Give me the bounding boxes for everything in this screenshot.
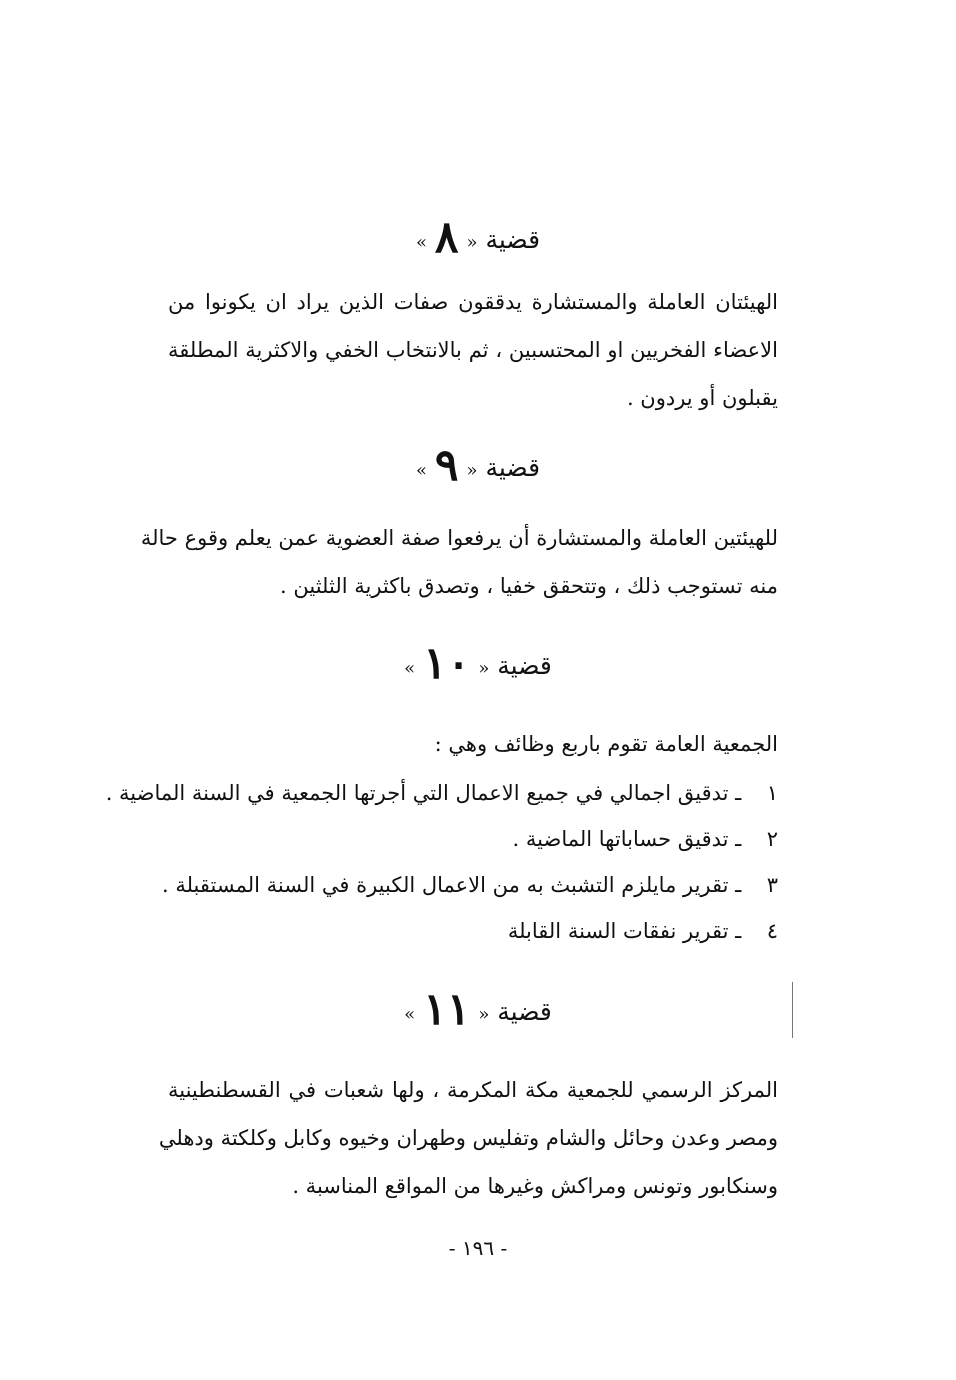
close-quote: » xyxy=(404,658,416,679)
paragraph-line: الاعضاء الفخريين او المحتسبين ، ثم بالانتخاب الخفي والاكثرية المطلقة xyxy=(168,338,778,362)
list-item: ٤ ـ تقرير نفقات السنة القابلة xyxy=(168,908,778,954)
paragraph-line: وسنكابور وتونس ومراكش وغيرها من المواقع المناسبة . xyxy=(292,1174,778,1198)
heading-word: قضية xyxy=(485,225,541,254)
close-quote: » xyxy=(415,460,427,481)
heading-article-10 xyxy=(0,638,956,689)
article-10-intro xyxy=(168,720,778,768)
paragraph-line: ومصر وعدن وحائل والشام وتفليس وطهران وخيوه وكابل وكلكتة ودهلي xyxy=(158,1126,778,1150)
article-number: ١٠ xyxy=(423,638,471,689)
article-number: ٨ xyxy=(434,212,459,263)
paragraph-line: المركز الرسمي للجمعية مكة المكرمة ، ولها شعبات في القسطنطينية xyxy=(168,1078,778,1102)
paragraph-line: الجمعية العامة تقوم باربع وظائف وهي : xyxy=(434,732,778,756)
item-text: تقرير نفقات السنة القابلة xyxy=(507,919,729,943)
page-number: - ١٩٦ - xyxy=(448,1236,508,1260)
article-9-text xyxy=(140,514,778,610)
item-number: ٣ xyxy=(766,873,778,897)
item-number: ٢ xyxy=(766,827,778,851)
margin-mark xyxy=(792,982,793,1038)
article-number: ٩ xyxy=(434,440,459,491)
close-quote: » xyxy=(415,232,427,253)
list-item: ٢ ـ تدقيق حساباتها الماضية . xyxy=(168,816,778,862)
heading-word: قضية xyxy=(485,453,541,482)
heading-word: قضية xyxy=(497,997,552,1026)
item-text: تقرير مايلزم التشبث به من الاعمال الكبيرة في السنة المستقبلة . xyxy=(161,873,729,897)
heading-word: قضية xyxy=(497,651,552,680)
open-quote: « xyxy=(466,460,478,481)
item-number: ٤ xyxy=(766,919,778,943)
item-number: ١ xyxy=(766,781,778,805)
paragraph-line: للهيئتين العاملة والمستشارة أن يرفعوا صفة العضوية عمن يعلم وقوع حالة xyxy=(140,526,778,550)
article-8-text xyxy=(168,278,778,422)
item-text: تدقيق اجمالي في جميع الاعمال التي أجرتها الجمعية في السنة الماضية . xyxy=(105,781,729,805)
heading-article-8 xyxy=(0,212,956,263)
duties-list xyxy=(105,770,778,954)
paragraph-line: يقبلون أو يردون . xyxy=(626,386,778,410)
heading-article-11 xyxy=(0,984,956,1035)
heading-article-9 xyxy=(0,440,956,491)
open-quote: « xyxy=(478,1004,490,1025)
close-quote: » xyxy=(404,1004,416,1025)
paragraph-line: الهيئتان العاملة والمستشارة يدققون صفات الذين يراد ان يكونوا من xyxy=(168,290,778,314)
article-11-text xyxy=(158,1066,778,1210)
paragraph-line: منه تستوجب ذلك ، وتتحقق خفيا ، وتصدق باكثرية الثلثين . xyxy=(280,574,778,598)
list-item: ١ ـ تدقيق اجمالي في جميع الاعمال التي أجرتها الجمعية في السنة الماضية . xyxy=(168,770,778,816)
open-quote: « xyxy=(478,658,490,679)
item-text: تدقيق حساباتها الماضية . xyxy=(512,827,729,851)
open-quote: « xyxy=(466,232,478,253)
article-number: ١١ xyxy=(423,984,471,1035)
list-item: ٣ ـ تقرير مايلزم التشبث به من الاعمال الكبيرة في السنة المستقبلة . xyxy=(168,862,778,908)
